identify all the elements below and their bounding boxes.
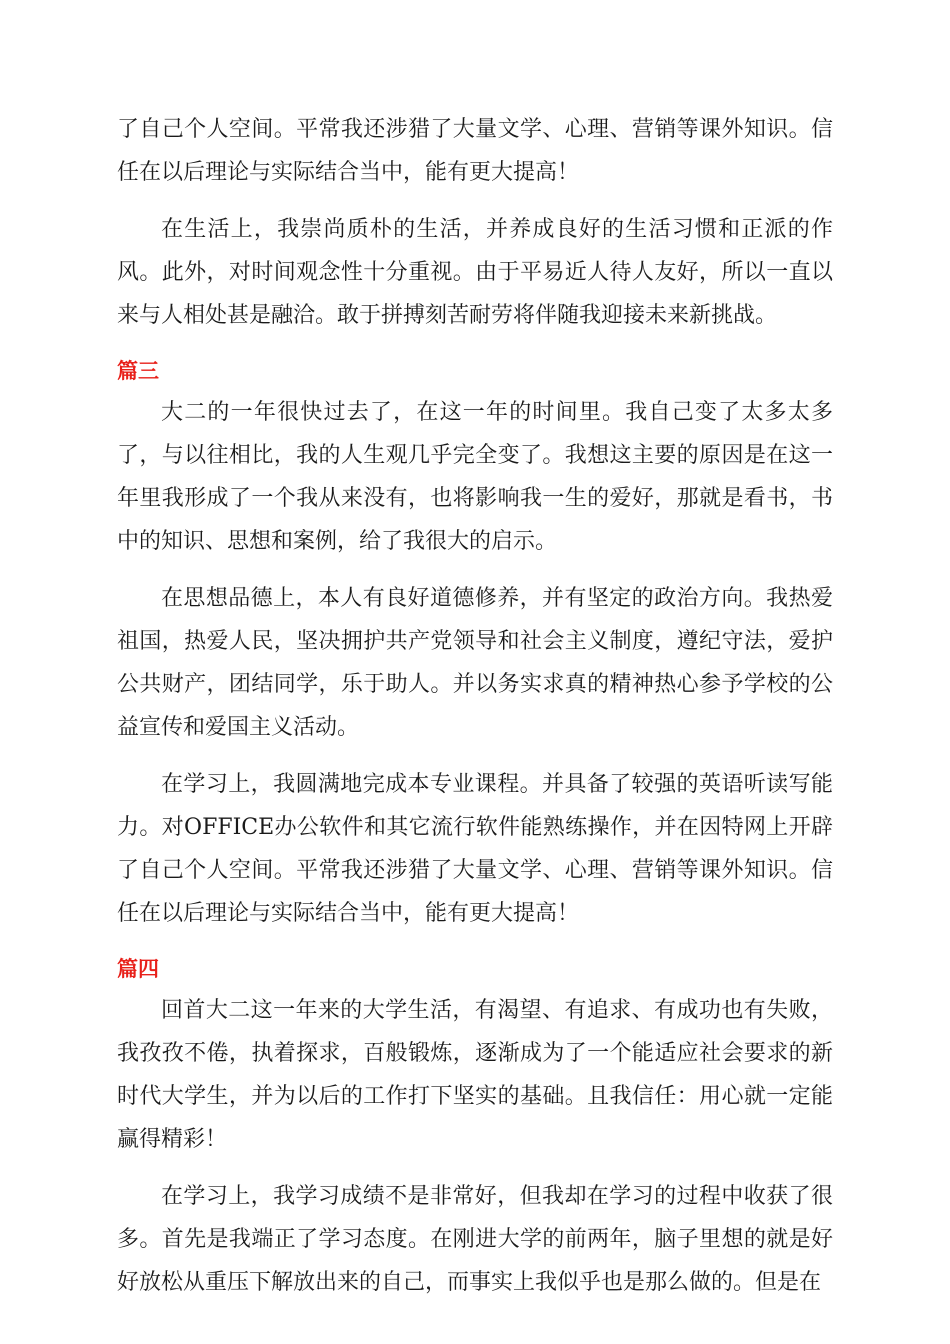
document-body [117,108,833,1318]
section-heading-3: 篇三 [117,359,159,383]
section3-paragraph-3: 在学习上，我圆满地完成本专业课程。并具备了较强的英语听读写能力。对OFFICE办公软件和其它流行软件能熟练操作，并在因特网上开辟了自己个人空间。平常我还涉猎了大量文学、心理、营销等课外知识。信任在以后理论与实际结合当中，能有更大提高！ [117,772,833,926]
section3-paragraph-1: 大二的一年很快过去了，在这一年的时间里。我自己变了太多太多了，与以往相比，我的人生观几乎完全变了。我想这主要的原因是在这一年里我形成了一个我从来没有，也将影响我一生的爱好，那就是看书，书中的知识、思想和案例，给了我很大的启示。 [117,400,833,554]
section4-paragraph-1: 回首大二这一年来的大学生活，有渴望、有追求、有成功也有失败，我孜孜不倦，执着探求，百般锻炼，逐渐成为了一个能适应社会要求的新时代大学生，并为以后的工作打下坚实的基础。且我信任：用心就一定能赢得精彩！ [117,998,833,1152]
paragraph-life: 在生活上，我崇尚质朴的生活，并养成良好的生活习惯和正派的作风。此外，对时间观念性十分重视。由于平易近人待人友好，所以一直以来与人相处甚是融洽。敢于拼搏刻苦耐劳将伴随我迎接未来新挑战。 [117,217,833,328]
section4-paragraph-2: 在学习上，我学习成绩不是非常好，但我却在学习的过程中收获了很多。首先是我端正了学习态度。在刚进大学的前两年，脑子里想的就是好好放松从重压下解放出来的自己，而事实上我似乎也是那么做的。但是在 [117,1184,833,1295]
section3-paragraph-2: 在思想品德上，本人有良好道德修养，并有坚定的政治方向。我热爱祖国，热爱人民，坚决拥护共产党领导和社会主义制度，遵纪守法，爱护公共财产，团结同学，乐于助人。并以务实求真的精神热心参予学校的公益宣传和爱国主义活动。 [117,586,833,740]
section-heading-4: 篇四 [117,957,159,981]
paragraph-continued: 了自己个人空间。平常我还涉猎了大量文学、心理、营销等课外知识。信任在以后理论与实际结合当中，能有更大提高！ [117,117,833,185]
